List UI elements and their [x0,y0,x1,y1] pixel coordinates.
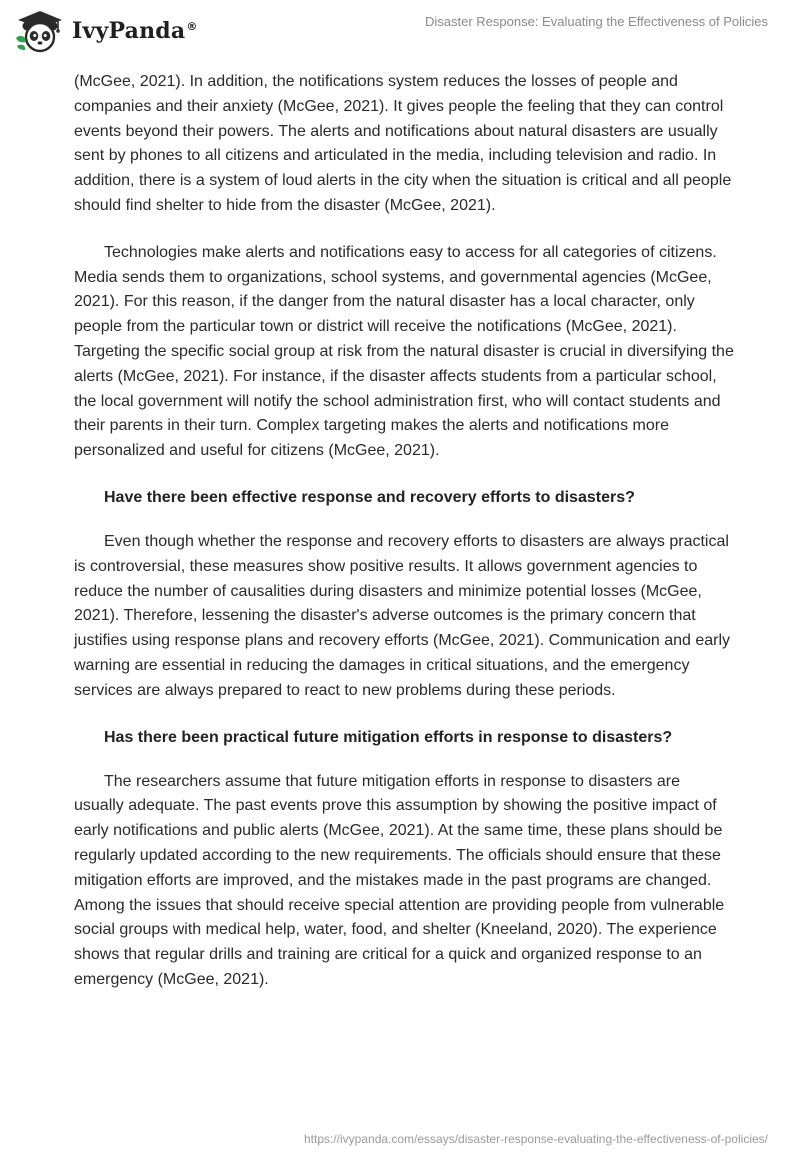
paragraph-1: (McGee, 2021). In addition, the notifications system reduces the losses of people and companies and their anxiety (McGee, 2021). It gives people the feeling that they can control events beyond their powers. The alerts and notifications about natural disasters are usually sent by phones to all citizens and articulated in the media, including television and radio. In addition, there is a system of loud alerts in the city when the situation is critical and all people should find shelter to hide from the disaster (McGee, 2021). [74,73,732,214]
essay-body [74,70,734,1015]
source-url[interactable]: https://ivypanda.com/essays/disaster-response-evaluating-the-effectiveness-of-policies/ [303,1132,768,1146]
paragraph-4: The researchers assume that future mitigation efforts in response to disasters are usually adequate. The past events prove this assumption by showing the positive impact of early notifications and public alerts (McGee, 2021). At the same time, these plans should be regularly updated according to the new requirements. The officials should ensure that these mitigation efforts are improved, and the mistakes made in the past programs are changed. Among the issues that should receive special attention are providing people from vulnerable social groups with medical help, water, food, and shelter (Kneeland, 2020). The experience shows that regular drills and training are critical for a quick and organized response to an emergency (McGee, 2021). [74,772,725,988]
page-header [0,0,800,60]
document-title: Disaster Response: Evaluating the Effectiveness of Policies [425,14,768,29]
section-heading-future-mitigation: Has there been practical future mitigation efforts in response to disasters? [104,728,673,746]
paragraph-2: Technologies make alerts and notifications easy to access for all categories of citizens. Media sends them to organizations, school systems, and governmental agencies (McGee, 2021). For this reason, if the danger from the natural disaster has a local character, only people from the particular town or district will receive the notifications (McGee, 2021). Targeting the specific social group at risk from the natural disaster is crucial in diversifying the alerts (McGee, 2021). For instance, if the disaster affects students from a particular school, the local government will notify the school administration first, who will contact students and their parents in their turn. Complex targeting makes the alerts and notifications more personalized and useful for citizens (McGee, 2021). [74,243,734,460]
brand-logo[interactable] [14,8,198,54]
section-heading-response-recovery: Have there been effective response and recovery efforts to disasters? [104,488,635,506]
registered-mark: ® [186,19,198,33]
brand-name: IvyPanda® [72,18,198,44]
paragraph-3: Even though whether the response and recovery efforts to disasters are always practical is controversial, these measures show positive results. It allows government agencies to reduce the number of causalities during disasters and minimize potential losses (McGee, 2021). Therefore, lessening the disaster's adverse outcomes is the primary concern that justifies using response plans and recovery efforts (McGee, 2021). Communication and early warning are essential in reducing the damages in critical situations, and the emergency services are always prepared to react to new problems during these periods. [74,532,731,699]
panda-graduate-logo-icon [14,8,66,54]
